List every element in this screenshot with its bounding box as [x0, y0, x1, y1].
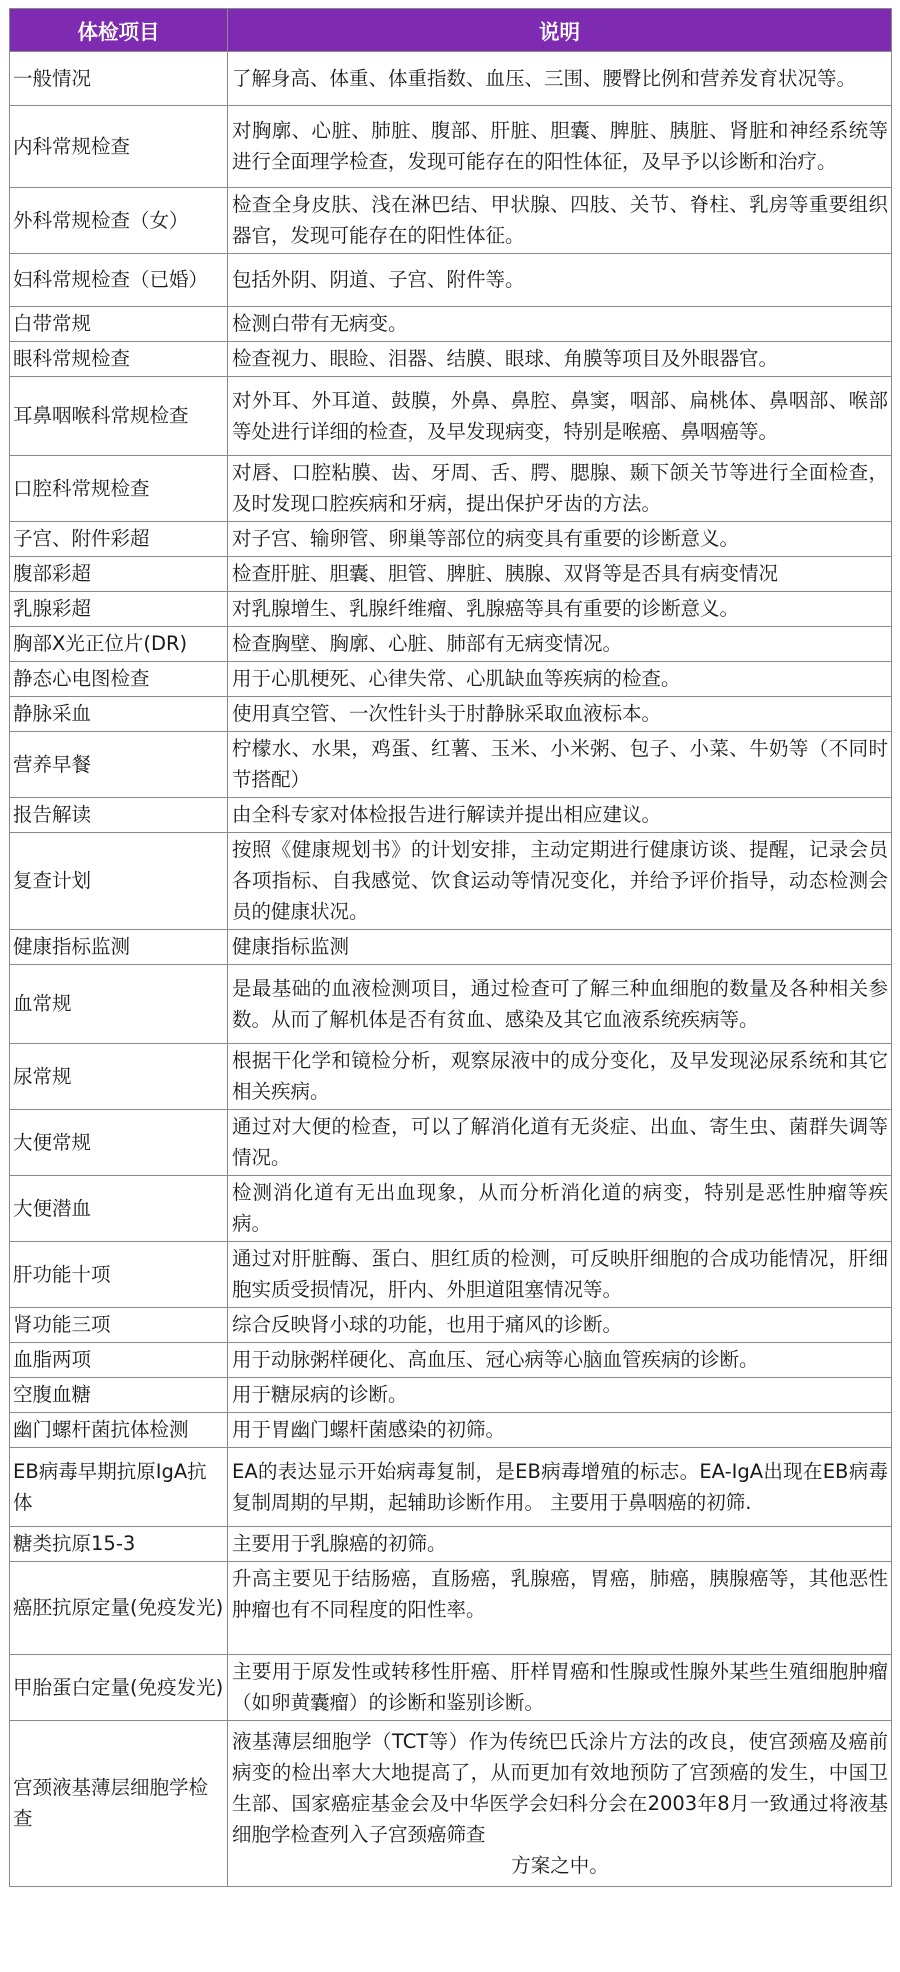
row-description: 由全科专家对体检报告进行解读并提出相应建议。: [228, 798, 892, 833]
table-row: [10, 662, 892, 697]
row-description-main: 液基薄层细胞学（TCT等）作为传统巴氏涂片方法的改良，使宫颈癌及癌前病变的检出率大大地提高了，从而更加有效地预防了宫颈癌的发生，中国卫生部、国家癌症基金会及中华医学会妇科分会在2003年8月一致通过将液基细胞学检查列入子宫颈癌筛查: [232, 1729, 888, 1846]
row-description: 检查视力、眼睑、泪器、结膜、眼球、角膜等项目及外眼器官。: [228, 342, 892, 377]
row-description: 检查胸壁、胸廓、心脏、肺部有无病变情况。: [228, 627, 892, 662]
row-description: 使用真空管、一次性针头于肘静脉采取血液标本。: [228, 697, 892, 732]
row-description: 用于糖尿病的诊断。: [228, 1378, 892, 1413]
row-item: 幽门螺杆菌抗体检测: [10, 1413, 228, 1448]
row-item: 胸部X光正位片(DR): [10, 627, 228, 662]
table-row: [10, 456, 892, 522]
table-row: [10, 1655, 892, 1721]
row-item: 妇科常规检查（已婚）: [10, 254, 228, 307]
row-item: 耳鼻咽喉科常规检查: [10, 377, 228, 456]
row-description: 是最基础的血液检测项目，通过检查可了解三种血细胞的数量及各种相关参数。从而了解机体是否有贫血、感染及其它血液系统疾病等。: [228, 965, 892, 1044]
table-row: [10, 1378, 892, 1413]
row-description: 对胸廓、心脏、肺脏、腹部、肝脏、胆囊、脾脏、胰脏、肾脏和神经系统等进行全面理学检查，发现可能存在的阳性体征，及早予以诊断和治疗。: [228, 106, 892, 188]
row-item: 静脉采血: [10, 697, 228, 732]
row-description: 主要用于原发性或转移性肝癌、肝样胃癌和性腺或性腺外某些生殖细胞肿瘤（如卵黄囊瘤）的诊断和鉴别诊断。: [228, 1655, 892, 1721]
row-item: 甲胎蛋白定量(免疫发光): [10, 1655, 228, 1721]
table-row: [10, 627, 892, 662]
table-row: [10, 522, 892, 557]
exam-items-table: [9, 8, 892, 1887]
row-description: 健康指标监测: [228, 930, 892, 965]
table-row: [10, 1448, 892, 1527]
row-item: 癌胚抗原定量(免疫发光): [10, 1562, 228, 1655]
row-item: 空腹血糖: [10, 1378, 228, 1413]
row-description: 通过对肝脏酶、蛋白、胆红质的检测，可反映肝细胞的合成功能情况，肝细胞实质受损情况，肝内、外胆道阻塞情况等。: [228, 1242, 892, 1308]
table-row: [10, 342, 892, 377]
row-description: 检测白带有无病变。: [228, 307, 892, 342]
table-row: [10, 833, 892, 930]
row-description: 用于动脉粥样硬化、高血压、冠心病等心脑血管疾病的诊断。: [228, 1343, 892, 1378]
table-row: [10, 592, 892, 627]
table-row: [10, 1242, 892, 1308]
row-item: 尿常规: [10, 1044, 228, 1110]
row-item: 外科常规检查（女）: [10, 188, 228, 254]
row-item: 报告解读: [10, 798, 228, 833]
row-description: EA的表达显示开始病毒复制，是EB病毒增殖的标志。EA-IgA出现在EB病毒复制周期的早期，起辅助诊断作用。 主要用于鼻咽癌的初筛.: [228, 1448, 892, 1527]
table-row: [10, 1562, 892, 1655]
row-item: 宫颈液基薄层细胞学检查: [10, 1721, 228, 1887]
table-row: [10, 965, 892, 1044]
row-description: 包括外阴、阴道、子宫、附件等。: [228, 254, 892, 307]
row-description: 用于心肌梗死、心律失常、心肌缺血等疾病的检查。: [228, 662, 892, 697]
row-item: 健康指标监测: [10, 930, 228, 965]
row-description: 升高主要见于结肠癌，直肠癌，乳腺癌，胃癌，肺癌，胰腺癌等，其他恶性肿瘤也有不同程度的阳性率。: [228, 1562, 892, 1655]
row-item: 肝功能十项: [10, 1242, 228, 1308]
header-description: 说明: [228, 9, 892, 52]
table-row: [10, 697, 892, 732]
header-item: 体检项目: [10, 9, 228, 52]
row-item: 白带常规: [10, 307, 228, 342]
row-item: 大便常规: [10, 1110, 228, 1176]
row-description: 按照《健康规划书》的计划安排，主动定期进行健康访谈、提醒，记录会员各项指标、自我感觉、饮食运动等情况变化，并给予评价指导，动态检测会员的健康状况。: [228, 833, 892, 930]
row-description: 主要用于乳腺癌的初筛。: [228, 1527, 892, 1562]
row-item: 肾功能三项: [10, 1308, 228, 1343]
row-description: 对外耳、外耳道、鼓膜，外鼻、鼻腔、鼻窦，咽部、扁桃体、鼻咽部、喉部等处进行详细的检查，及早发现病变，特别是喉癌、鼻咽癌等。: [228, 377, 892, 456]
row-description: 对唇、口腔粘膜、齿、牙周、舌、腭、腮腺、颞下颌关节等进行全面检查，及时发现口腔疾病和牙病，提出保护牙齿的方法。: [228, 456, 892, 522]
table-row: [10, 188, 892, 254]
table-row: [10, 1110, 892, 1176]
row-item: 静态心电图检查: [10, 662, 228, 697]
table-row: [10, 254, 892, 307]
row-item: 营养早餐: [10, 732, 228, 798]
row-item: 乳腺彩超: [10, 592, 228, 627]
row-item: 内科常规检查: [10, 106, 228, 188]
table-row: [10, 1343, 892, 1378]
table-row: [10, 1044, 892, 1110]
row-description: 用于胃幽门螺杆菌感染的初筛。: [228, 1413, 892, 1448]
row-item: EB病毒早期抗原IgA抗体: [10, 1448, 228, 1527]
table-row: [10, 307, 892, 342]
table-row: [10, 798, 892, 833]
table-row: [10, 732, 892, 798]
table-row: [10, 52, 892, 106]
table-row: [10, 1413, 892, 1448]
row-description: [228, 1721, 892, 1887]
row-description: 了解身高、体重、体重指数、血压、三围、腰臀比例和营养发育状况等。: [228, 52, 892, 106]
table-row: [10, 1527, 892, 1562]
row-item: 眼科常规检查: [10, 342, 228, 377]
table-row: [10, 1308, 892, 1343]
row-item: 大便潜血: [10, 1176, 228, 1242]
table-row: [10, 930, 892, 965]
table-header-row: [10, 9, 892, 52]
row-item: 腹部彩超: [10, 557, 228, 592]
row-item: 糖类抗原15-3: [10, 1527, 228, 1562]
table-row: [10, 1721, 892, 1887]
row-description: 检查肝脏、胆囊、胆管、脾脏、胰腺、双肾等是否具有病变情况: [228, 557, 892, 592]
row-item: 血脂两项: [10, 1343, 228, 1378]
row-description: 检查全身皮肤、浅在淋巴结、甲状腺、四肢、关节、脊柱、乳房等重要组织器官，发现可能存在的阳性体征。: [228, 188, 892, 254]
table-row: [10, 557, 892, 592]
row-item: 复查计划: [10, 833, 228, 930]
table-row: [10, 1176, 892, 1242]
table-row: [10, 106, 892, 188]
row-item: 口腔科常规检查: [10, 456, 228, 522]
row-item: 一般情况: [10, 52, 228, 106]
table-row: [10, 377, 892, 456]
row-description: 对乳腺增生、乳腺纤维瘤、乳腺癌等具有重要的诊断意义。: [228, 592, 892, 627]
row-description: 对子宫、输卵管、卵巢等部位的病变具有重要的诊断意义。: [228, 522, 892, 557]
row-description: 检测消化道有无出血现象，从而分析消化道的病变，特别是恶性肿瘤等疾病。: [228, 1176, 892, 1242]
row-description: 通过对大便的检查，可以了解消化道有无炎症、出血、寄生虫、菌群失调等情况。: [228, 1110, 892, 1176]
row-description: 柠檬水、水果，鸡蛋、红薯、玉米、小米粥、包子、小菜、牛奶等（不同时节搭配）: [228, 732, 892, 798]
row-description-tail: 方案之中。: [511, 1853, 609, 1877]
row-item: 血常规: [10, 965, 228, 1044]
row-description: 根据干化学和镜检分析，观察尿液中的成分变化，及早发现泌尿系统和其它相关疾病。: [228, 1044, 892, 1110]
row-description: 综合反映肾小球的功能，也用于痛风的诊断。: [228, 1308, 892, 1343]
row-item: 子宫、附件彩超: [10, 522, 228, 557]
